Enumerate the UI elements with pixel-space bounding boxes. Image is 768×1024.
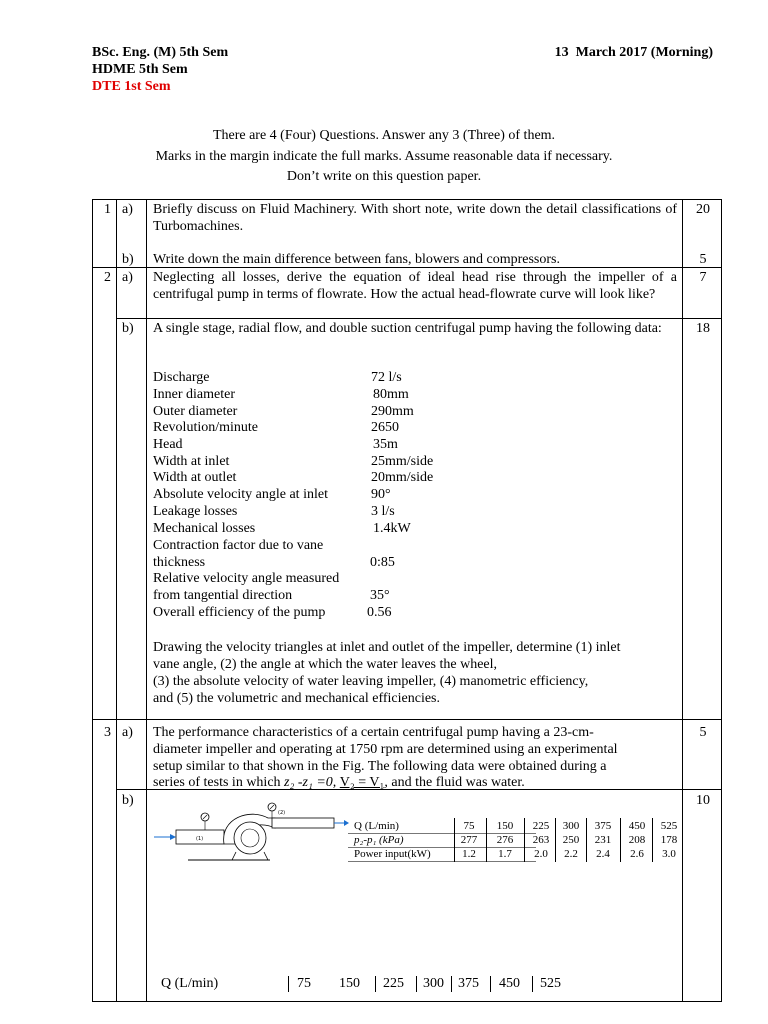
q2-number: 2 — [104, 270, 111, 285]
instruction-1: There are 4 (Four) Questions. Answer any 3 (Three) of them. — [212, 128, 556, 143]
q1b-marks: 5 — [699, 252, 707, 267]
q3a-line-4-pre: series of tests in which — [153, 775, 285, 790]
table-cell: 208 — [628, 834, 646, 846]
q3a-line-1: The performance characteristics of a certain centrifugal pump having a 23-cm- — [153, 725, 594, 740]
data-label: Head — [153, 437, 183, 452]
data-value: 90° — [371, 487, 391, 502]
bottom-row-value: 375 — [458, 976, 479, 991]
q1a-text: Briefly discuss on Fluid Machinery. With short note, write down the detail classifications of Turbomachines. — [153, 202, 677, 234]
data-value: 80mm — [373, 387, 409, 402]
data-value: 0.56 — [367, 605, 392, 620]
table-cell: 2.0 — [534, 848, 548, 860]
data-value: 0:85 — [370, 555, 395, 570]
table-cell: 231 — [594, 834, 612, 846]
instruction-3: Don’t write on this question paper. — [286, 169, 482, 184]
course-line-1: BSc. Eng. (M) 5th Sem — [92, 45, 229, 60]
table-cell: 150 — [496, 820, 514, 832]
q2b-label: b) — [122, 321, 134, 336]
table-cell: 225 — [532, 820, 550, 832]
q3a-line-3: setup similar to that shown in the Fig. The following data were obtained during a — [153, 759, 607, 774]
bottom-row-value: 225 — [383, 976, 404, 991]
data-label: Mechanical losses — [153, 521, 256, 536]
q3a-line-4 — [153, 774, 525, 791]
table-cell: 277 — [460, 834, 478, 846]
data-value: 3 l/s — [371, 504, 395, 519]
q3b-marks: 10 — [696, 793, 710, 808]
bottom-row-value: 75 — [297, 976, 311, 991]
data-value: 1.4kW — [373, 521, 411, 536]
table-cell: 75 — [463, 820, 475, 832]
q2a-text: Neglecting all losses, derive the equation of ideal head rise through the impeller of a centrifugal pump in terms of flowrate. How the actual head-flowrate curve will look like? — [153, 270, 677, 302]
data-label: Relative velocity angle measured — [153, 571, 340, 586]
table-cell: 300 — [562, 820, 580, 832]
table-cell: 250 — [562, 834, 580, 846]
table-cell: 2.6 — [630, 848, 644, 860]
row-label: p₂-p₁ (kPa) — [354, 834, 404, 846]
data-label: Leakage losses — [153, 504, 238, 519]
data-label: Outer diameter — [153, 404, 238, 419]
data-label: Width at outlet — [153, 470, 237, 485]
table-cell: 3.0 — [662, 848, 676, 860]
data-label: Discharge — [153, 370, 210, 385]
table-cell: 525 — [660, 820, 678, 832]
q3a-marks: 5 — [699, 725, 707, 740]
section-2-label: (2) — [278, 810, 286, 816]
data-value: 290mm — [371, 404, 414, 419]
table-cell: 276 — [496, 834, 514, 846]
table-cell: 450 — [628, 820, 646, 832]
bottom-row-value: 150 — [339, 976, 360, 991]
q3a-equation-v: V₂ = V₁ — [339, 775, 385, 790]
row-label: Power input(kW) — [354, 848, 431, 860]
data-label: Width at inlet — [153, 454, 230, 469]
q3a-line-2: diameter impeller and operating at 1750 rpm are determined using an experimental — [153, 742, 618, 757]
data-label: Overall efficiency of the pump — [153, 605, 326, 620]
q1a-label: a) — [122, 202, 133, 217]
table-cell: 375 — [594, 820, 612, 832]
q2a-marks: 7 — [699, 270, 707, 285]
data-value: 2650 — [371, 420, 399, 435]
q3a-label: a) — [122, 725, 133, 740]
table-cell: 263 — [532, 834, 550, 846]
data-label: Contraction factor due to vane — [153, 538, 324, 553]
pump-setup-figure — [150, 798, 350, 873]
q1b-text: Write down the main difference between fans, blowers and compressors. — [153, 252, 560, 267]
q2b-task-line-3: (3) the absolute velocity of water leaving impeller, (4) manometric efficiency, — [153, 674, 589, 689]
instruction-2: Marks in the margin indicate the full marks. Assume reasonable data if necessary. — [155, 149, 613, 164]
q2b-task-line-2: vane angle, (2) the angle at which the water leaves the wheel, — [153, 657, 498, 672]
q3b-label: b) — [122, 793, 134, 808]
q1-number: 1 — [104, 202, 111, 217]
q2b-task-line-4: and (5) the volumetric and mechanical efficiencies. — [153, 691, 440, 706]
data-value: 72 l/s — [371, 370, 402, 385]
q1b-label: b) — [122, 252, 134, 267]
q3a-line-4-post: , and the fluid was water. — [384, 775, 525, 790]
exam-date: 13 March 2017 (Morning) — [554, 45, 713, 60]
table-cell: 2.4 — [596, 848, 610, 860]
course-line-3: DTE 1st Sem — [92, 79, 171, 94]
q2b-task-line-1: Drawing the velocity triangles at inlet and outlet of the impeller, determine (1) inlet — [153, 640, 621, 655]
q2b-marks: 18 — [696, 321, 710, 336]
data-value: 25mm/side — [371, 454, 434, 469]
bottom-row-value: 525 — [540, 976, 561, 991]
table-cell: 1.7 — [498, 848, 512, 860]
q3a-equation-z: z₂ -z₁ =0, — [284, 775, 340, 790]
q2a-label: a) — [122, 270, 133, 285]
section-1-label: (1) — [196, 836, 204, 842]
table-cell: 1.2 — [462, 848, 476, 860]
bottom-row-value: 300 — [423, 976, 444, 991]
q3-number: 3 — [104, 725, 111, 740]
data-label: Absolute velocity angle at inlet — [153, 487, 328, 502]
table-cell: 2.2 — [564, 848, 578, 860]
row-label: Q (L/min) — [354, 820, 399, 832]
data-label: thickness — [153, 555, 206, 570]
q1a-marks: 20 — [696, 202, 710, 217]
bottom-row-value: 450 — [499, 976, 520, 991]
data-value: 35° — [370, 588, 390, 603]
data-label: from tangential direction — [153, 588, 293, 603]
data-label: Inner diameter — [153, 387, 236, 402]
course-line-2: HDME 5th Sem — [92, 62, 188, 77]
data-value: 20mm/side — [371, 470, 434, 485]
data-value: 35m — [373, 437, 398, 452]
q2b-intro: A single stage, radial flow, and double suction centrifugal pump having the following data: — [153, 321, 662, 336]
bottom-row-label: Q (L/min) — [161, 976, 219, 991]
data-label: Revolution/minute — [153, 420, 258, 435]
table-cell: 178 — [660, 834, 678, 846]
